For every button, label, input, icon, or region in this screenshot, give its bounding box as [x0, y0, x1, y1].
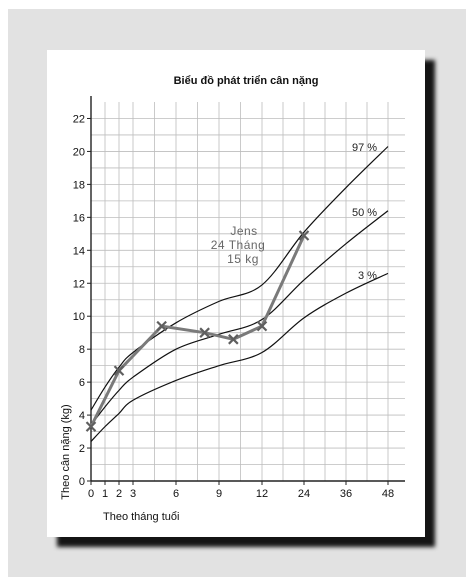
y-tick-label: 18 [72, 179, 85, 192]
annotation-name: Jens [230, 224, 258, 238]
y-tick-label: 16 [72, 212, 85, 225]
x-tick-label: 36 [339, 488, 353, 500]
y-tick-label: 22 [72, 113, 85, 126]
x-tick-label: 48 [381, 488, 395, 500]
annotation-age: 24 Tháng [210, 238, 266, 252]
x-tick-label: 0 [87, 488, 95, 500]
x-tick-label: 2 [115, 488, 123, 500]
x-tick-label: 9 [215, 488, 223, 500]
y-tick-label: 2 [78, 443, 85, 456]
chart-title: Biểu đồ phát triển cân nặng [173, 75, 319, 87]
chart-grid [91, 102, 405, 481]
annotation-weight: 15 kg [227, 252, 259, 266]
x-axis-label: Theo tháng tuổi [103, 511, 180, 523]
label-97-percentile: 97 % [352, 142, 378, 154]
y-axis-label: Theo cân nặng (kg) [60, 404, 72, 500]
y-tick-label: 20 [72, 146, 85, 159]
x-tick-label: 6 [172, 488, 180, 500]
y-tick-label: 10 [72, 311, 85, 324]
x-tick-label: 1 [101, 488, 109, 500]
y-tick-label: 14 [72, 245, 85, 258]
label-50-percentile: 50 % [352, 207, 378, 219]
percentile-curve-2 [91, 273, 388, 441]
x-tick-label: 24 [297, 488, 311, 500]
percentile-curve-0 [91, 146, 388, 410]
y-tick-label: 4 [78, 410, 85, 423]
label-3-percentile: 3 % [358, 270, 377, 282]
y-tick-label: 0 [78, 476, 85, 488]
x-tick-label: 3 [129, 488, 137, 500]
y-tick-label: 12 [72, 278, 85, 291]
percentile-curves [91, 146, 388, 441]
y-tick-label: 6 [78, 377, 85, 390]
x-tick-label: 12 [255, 488, 269, 500]
y-tick-label: 8 [78, 344, 85, 357]
